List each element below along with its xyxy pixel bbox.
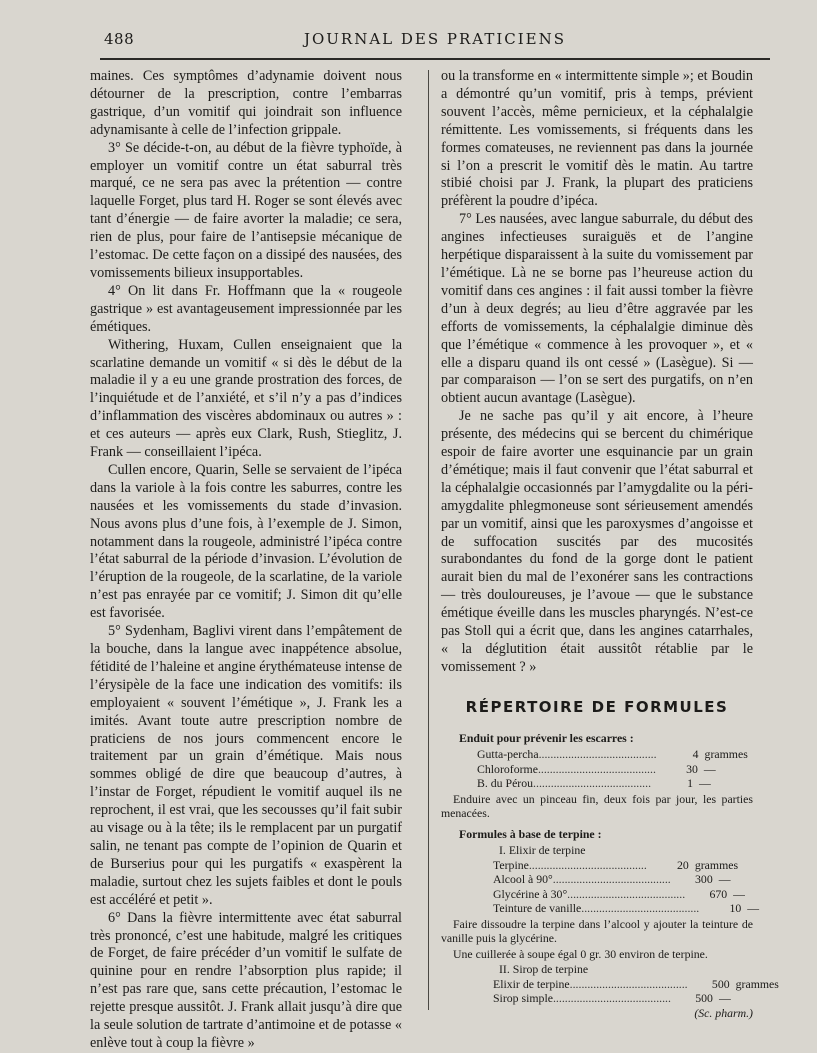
formula-row: Terpine ........................................ 20 grammes	[493, 857, 739, 872]
leader-dots: ........................................	[533, 776, 652, 791]
formula-row: Elixir de terpine ........................................ 500 grammes	[493, 976, 779, 991]
formula-row: Teinture de vanille ........................................ 10 —	[493, 901, 760, 916]
formula-row: Chloroforme ........................................ 30 —	[477, 761, 716, 776]
formula-heading: Formules à base de terpine :	[459, 826, 602, 841]
page-number: 488	[104, 30, 135, 48]
header-rule	[100, 58, 770, 60]
page-header	[100, 30, 770, 52]
paragraph: maines. Ces symptômes d’adynamie doivent nous détourner de la prescription, contre l’embarras gastrique, d’un vomitif qui joindrait son influence adynamisante à celle de l’infection grippale.	[90, 68, 402, 138]
right-column	[441, 68, 779, 1020]
leader-dots: ........................................	[538, 747, 657, 762]
paragraph: 4° On lit dans Fr. Hoffmann que la « rougeole gastrique » est avantageusement impressionnée par les émétiques.	[90, 282, 402, 335]
formula-note: Faire dissoudre la terpine dans l’alcool y ajouter la teinture de vanille puis la glycérine.	[441, 916, 753, 946]
journal-title: JOURNAL DES PRATICIENS	[303, 30, 567, 48]
paragraph: Je ne sache pas qu’il y ait encore, à l’heure présente, des médecins qui se bercent du chimérique espoir de faire avorter une esquinancie par un grain d’émétique; mais il faut convenir que l’état saburral et la céphalalgie occasionnés par l’amygdalite ou la péri-amygdalite phlegmoneuse sont sérieusement amendés par un vomitif, ainsi que les paroxysmes d’angoisse et de suffocation suscités par des mucosités surabondantes du fond de la gorge dont le patient aurait bien du mal de l’exonérer sans les contractions — très douloureuses, je l’avoue — que le substance émétique éveille dans les muscles pharyngés. N’est-ce pas Stoll qui a écrit que, dans les angines catarrhales, « la déglutition était aussitôt rétablie par le vomissement ? »	[441, 408, 753, 675]
formula-row: Alcool à 90° ........................................ 300 —	[493, 872, 731, 887]
formula-note: Une cuillerée à soupe égal 0 gr. 30 environ de terpine.	[453, 946, 708, 961]
paragraph: 7° Les nausées, avec langue saburrale, du début des angines infectieuses suraiguës et de l’angine herpétique disparaissent à la suite du vomissement par l’émétique. Là ne se borne pas l’heureuse action du vomitif dans ces angines : il fait aussi tomber la fièvre d’un à deux degrés; au lieu d’être aggravée par les efforts de vomissements, la céphalalgie diminue dès que l’émétique « commence à les provoquer », et « elle a disparu quand ils ont cessé » (Lasègue). Si — par comparaison — l’on se sert des purgatifs, on n’en obtient aucun avantage (Lasègue).	[441, 211, 753, 407]
paragraph: 3° Se décide-t-on, au début de la fièvre typhoïde, à employer un vomitif contre un état saburral très marqué, ce ne sera pas avec la prétention — contre laquelle Forget, plus tard H. Roger se sont élevés avec tant d’énergie — de faire avorter la maladie; ce sera, rien de plus, pour faire de l’antisepsie mécanique de l’estomac. De cette façon on a dissipé des nausées, des vomissements bilieux insupportables.	[90, 139, 402, 281]
paragraph: Cullen encore, Quarin, Selle se servaient de l’ipéca dans la variole à la fois contre les saburres, contre les nausées et les vomissements du stade d’invasion. Nous avons plus d’une fois, à l’exemple de J. Simon, notamment dans la rougeole, administré l’ipéca contre l’état saburral de la période d’invasion. L’évolution de l’éruption de la rougeole, de la scarlatine, de la variole n’est pas enrayée par ce vomitif; J. Simon dit qu’elle est favorisée.	[90, 461, 402, 622]
formula-note: Enduire avec un pinceau fin, deux fois par jour, les parties menacées.	[441, 791, 753, 821]
formula-row: Gutta-percha ........................................ 4 grammes	[477, 747, 748, 762]
paragraph: ou la transforme en « intermittente simple »; et Boudin a démontré qu’un vomitif, pris à temps, prévient souvent l’accès, même pernicieux, et la céphalalgie rémittente. Les vomissements, si fréquents dans les formes comateuses, ne reviennent pas dans la journée si l’on a prescrit le vomitif dès le matin. Au tartre stibié choisi par J. Frank, la plupart des praticiens préfèrent la poudre d’ipéca.	[441, 68, 753, 210]
source-citation: (Sc. pharm.)	[694, 1005, 753, 1020]
paragraph: 6° Dans la fièvre intermittente avec état saburral très prononcé, c’est une habitude, malgré les critiques de Forget, de faire précéder d’un vomitif le sulfate de quinine pour en rendre l’absorption plus rapide; il n’est pas rare que, sans cette précaution, l’estomac le rejette presque aussitôt. J. Frank allait jusqu’à dire que la seule solution de tartrate d’antimoine et de potasse « enlève tout à coup la fièvre »	[90, 909, 402, 1051]
formula-subheading: I. Elixir de terpine	[499, 843, 586, 858]
leader-dots: ........................................	[567, 886, 686, 901]
leader-dots: ........................................	[552, 991, 671, 1006]
formula-heading: Enduit pour prévenir les escarres :	[459, 730, 634, 745]
left-column	[90, 68, 402, 1053]
paragraph: Withering, Huxam, Cullen enseignaient que la scarlatine demande un vomitif « si dès le début de la maladie il y a eu une grande prostration des forces, de l’inquiétude et de l’anxiété, et s’il n’y a pas d’indices d’inflammation des viscères abdominaux ou autres » : et ces auteurs — après eux Clark, Rush, Stieglitz, J. Frank — conseillaient l’ipéca.	[90, 336, 402, 461]
formula-row: B. du Pérou ........................................ 1 —	[477, 776, 711, 791]
paragraph: 5° Sydenham, Baglivi virent dans l’empâtement de la bouche, dans la langue avec inappétence absolue, fétidité de l’haleine et angine érythémateuse intense de l’érysipèle de la face une indication des vomitifs: ils employaient « souvent l’émétique », J. Frank les a imités. Avant toute autre prescription nombre de praticiens de nos jours commencent encore le traitement par un grain d’émétique. Mais nous sommes obligé de dire que beaucoup d’autres, à l’instar de Forget, répudient le vomitif auquel ils ne reprochent, il est vrai, que les secousses qu’il fait subir au visage ou à la tête; ils le remplacent par un purgatif salin, ne tenant pas compte de l’opinion de Quarin et de Burserius pour qui les purgatifs « exaspèrent la maladie, surtout chez les sujets faibles et dont le pouls est accéléré et petit ».	[90, 623, 402, 908]
leader-dots: ........................................	[581, 901, 700, 916]
formula-row: Sirop simple ........................................ 500 —	[493, 991, 731, 1006]
leader-dots: ........................................	[528, 857, 647, 872]
column-divider	[428, 70, 429, 1010]
section-title: RÉPERTOIRE DE FORMULES	[465, 697, 729, 716]
formula-block-terpine	[441, 826, 779, 1021]
formula-block-escarres	[441, 731, 753, 821]
leader-dots: ........................................	[537, 761, 656, 776]
formula-row: Glycérine à 30° ........................................ 670 —	[493, 886, 745, 901]
leader-dots: ........................................	[552, 872, 671, 887]
leader-dots: ........................................	[569, 976, 688, 991]
formula-subheading: II. Sirop de terpine	[499, 962, 589, 977]
